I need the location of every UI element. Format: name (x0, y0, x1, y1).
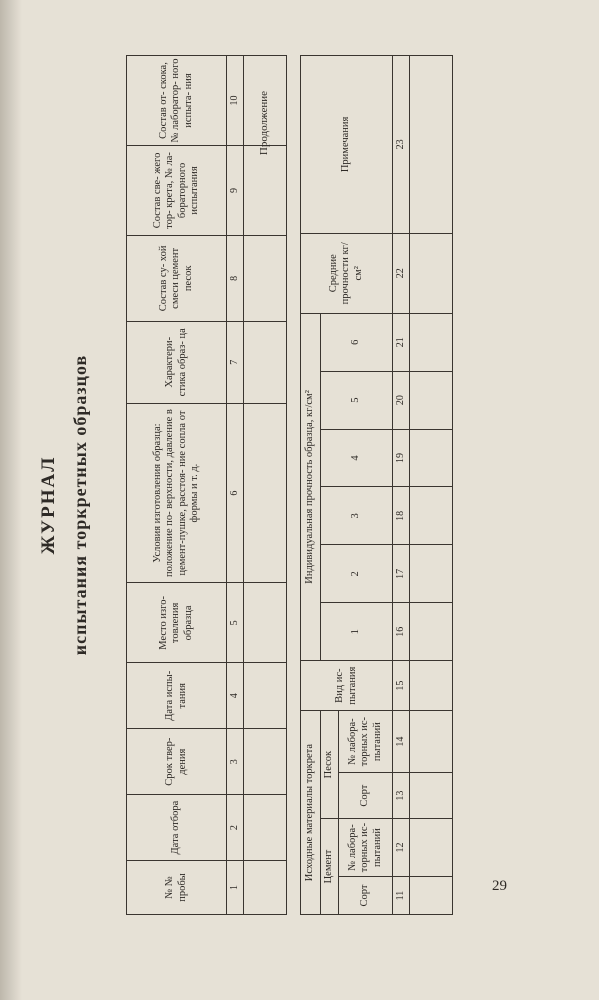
samples-table-part2 (300, 55, 453, 915)
header-manufacture-conditions: Условия изготовления образца: положение по- верхности, давление в цемент-пушке, расстоя- ние сопла от формы и т. д. (127, 403, 227, 583)
col-number: 20 (393, 371, 410, 429)
header-cement: Цемент (321, 819, 339, 915)
header-average-strength: Средние прочности кг/см² (301, 233, 393, 313)
rotated-content (30, 55, 520, 955)
col-number: 16 (393, 603, 410, 661)
header-sand-sort: Сорт (339, 773, 393, 819)
col-number: 9 (227, 145, 244, 235)
col-number: 2 (227, 795, 244, 861)
col-number: 15 (393, 661, 410, 711)
page-number: 29 (492, 878, 507, 894)
header-sand-lab: № лабора- торных ис- пытаний (339, 711, 393, 773)
col-number: 17 (393, 545, 410, 603)
journal-title: ЖУРНАЛ (38, 455, 59, 555)
table2-group-row (301, 56, 321, 915)
header-test-date: Дата испы- тания (127, 663, 227, 729)
col-number: 11 (393, 877, 410, 915)
header-cement-lab: № лабора- торных ис- пытаний (339, 819, 393, 877)
col-number: 8 (227, 235, 244, 321)
col-number: 3 (227, 729, 244, 795)
header-curing-period: Срок твер- дения (127, 729, 227, 795)
header-source-materials: Исходные материалы торкрета (301, 711, 321, 915)
table1-header-row (127, 56, 227, 915)
continuation-label: Продолжение (258, 91, 270, 156)
col-number: 6 (227, 403, 244, 583)
header-strength-3: 3 (321, 487, 393, 545)
header-sand: Песок (321, 711, 339, 819)
header-strength-4: 4 (321, 429, 393, 487)
header-rebound: Состав от- скока, № лаборатор- ного испыта- ния (127, 56, 227, 146)
samples-table-part1 (126, 55, 287, 915)
header-strength-5: 5 (321, 371, 393, 429)
header-sample-number: № № пробы (127, 861, 227, 915)
header-strength-6: 6 (321, 313, 393, 371)
header-strength-2: 2 (321, 545, 393, 603)
col-number: 13 (393, 773, 410, 819)
table2-blank-row (410, 56, 453, 915)
header-fresh-shotcrete: Состав све- жего тор- крета, № ла- бораторного испытания (127, 145, 227, 235)
col-number: 12 (393, 819, 410, 877)
col-number: 5 (227, 583, 244, 663)
table1-blank-row (244, 56, 287, 915)
col-number: 19 (393, 429, 410, 487)
col-number: 21 (393, 313, 410, 371)
header-dry-mix: Состав су- хой смеси цемент песок (127, 235, 227, 321)
header-cement-sort: Сорт (339, 877, 393, 915)
col-number: 1 (227, 861, 244, 915)
col-number: 10 (227, 56, 244, 146)
header-sampling-date: Дата отбора (127, 795, 227, 861)
journal-subtitle: испытания торкретных образцов (70, 354, 90, 656)
book-spine-shadow (0, 0, 22, 1000)
col-number: 18 (393, 487, 410, 545)
table2-number-row (393, 56, 410, 915)
header-notes: Примечания (301, 56, 393, 234)
col-number: 14 (393, 711, 410, 773)
header-test-type: Вид ис- пытания (301, 661, 393, 711)
header-manufacture-place: Место изго- товления образца (127, 583, 227, 663)
header-sample-characteristic: Характери- стика образ- ца (127, 321, 227, 403)
col-number: 4 (227, 663, 244, 729)
header-strength-1: 1 (321, 603, 393, 661)
header-individual-strength: Индивидуальная прочность образца, кг/см² (301, 313, 321, 660)
col-number: 7 (227, 321, 244, 403)
col-number: 23 (393, 56, 410, 234)
col-number: 22 (393, 233, 410, 313)
table1-number-row (227, 56, 244, 915)
